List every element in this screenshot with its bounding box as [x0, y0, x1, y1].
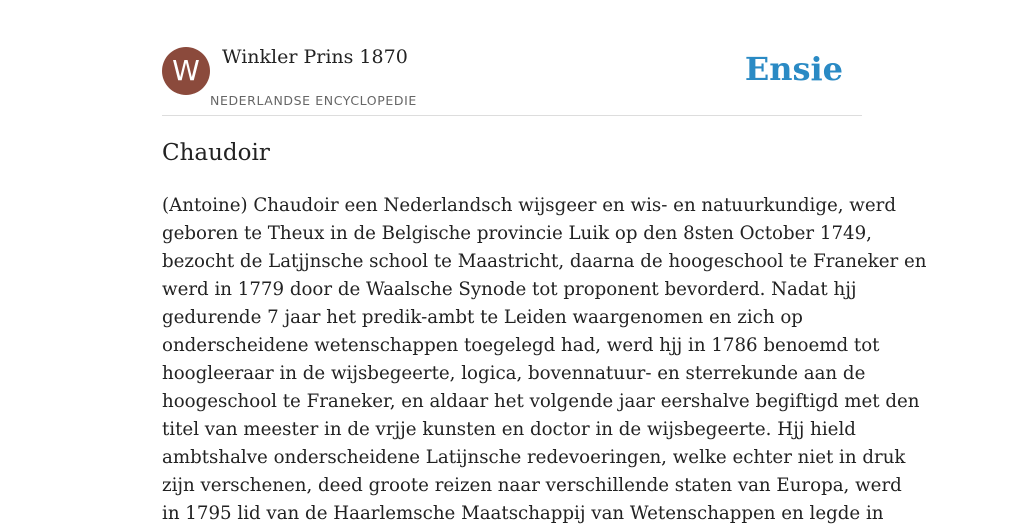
body-line: werd in 1779 door de Waalsche Synode tot proponent bevorderd. Nadat hjj	[162, 279, 857, 300]
body-line: titel van meester in de vrjje kunsten en doctor in de wijsbegeerte. Hjj hield	[162, 419, 856, 440]
entry-body	[162, 192, 927, 528]
body-line: bezocht de Latjjnsche school te Maastricht, daarna de hoogeschool te Franeker en	[162, 251, 927, 272]
body-line: (Antoine) Chaudoir een Nederlandsch wijsgeer en wis- en natuurkundige, werd	[162, 195, 896, 216]
body-line: hoogleeraar in de wijsbegeerte, logica, bovennatuur- en sterrekunde aan de	[162, 363, 866, 384]
source-avatar[interactable]: W	[162, 47, 210, 95]
body-line: in 1795 lid van de Haarlemsche Maatschappij van Wetenschappen en legde in	[162, 503, 884, 524]
body-line: gedurende 7 jaar het predik-ambt te Leiden waargenomen en zich op	[162, 307, 803, 328]
body-line: geboren te Theux in de Belgische provincie Luik op den 8sten October 1749,	[162, 223, 872, 244]
body-line: ambtshalve onderscheidene Latijnsche redevoeringen, welke echter niet in druk	[162, 447, 906, 468]
source-title[interactable]: Winkler Prins 1870	[222, 46, 408, 68]
header-divider	[162, 115, 862, 116]
body-line: zijn verschenen, deed groote reizen naar verschillende staten van Europa, werd	[162, 475, 902, 496]
ensie-logo[interactable]: Ensie	[744, 50, 843, 88]
body-line: hoogeschool te Franeker, en aldaar het volgende jaar eershalve begiftigd met den	[162, 391, 920, 412]
entry-title: Chaudoir	[162, 140, 270, 166]
body-line: onderscheidene wetenschappen toegelegd had, werd hjj in 1786 benoemd tot	[162, 335, 880, 356]
source-subtitle: NEDERLANDSE ENCYCLOPEDIE	[210, 93, 417, 108]
